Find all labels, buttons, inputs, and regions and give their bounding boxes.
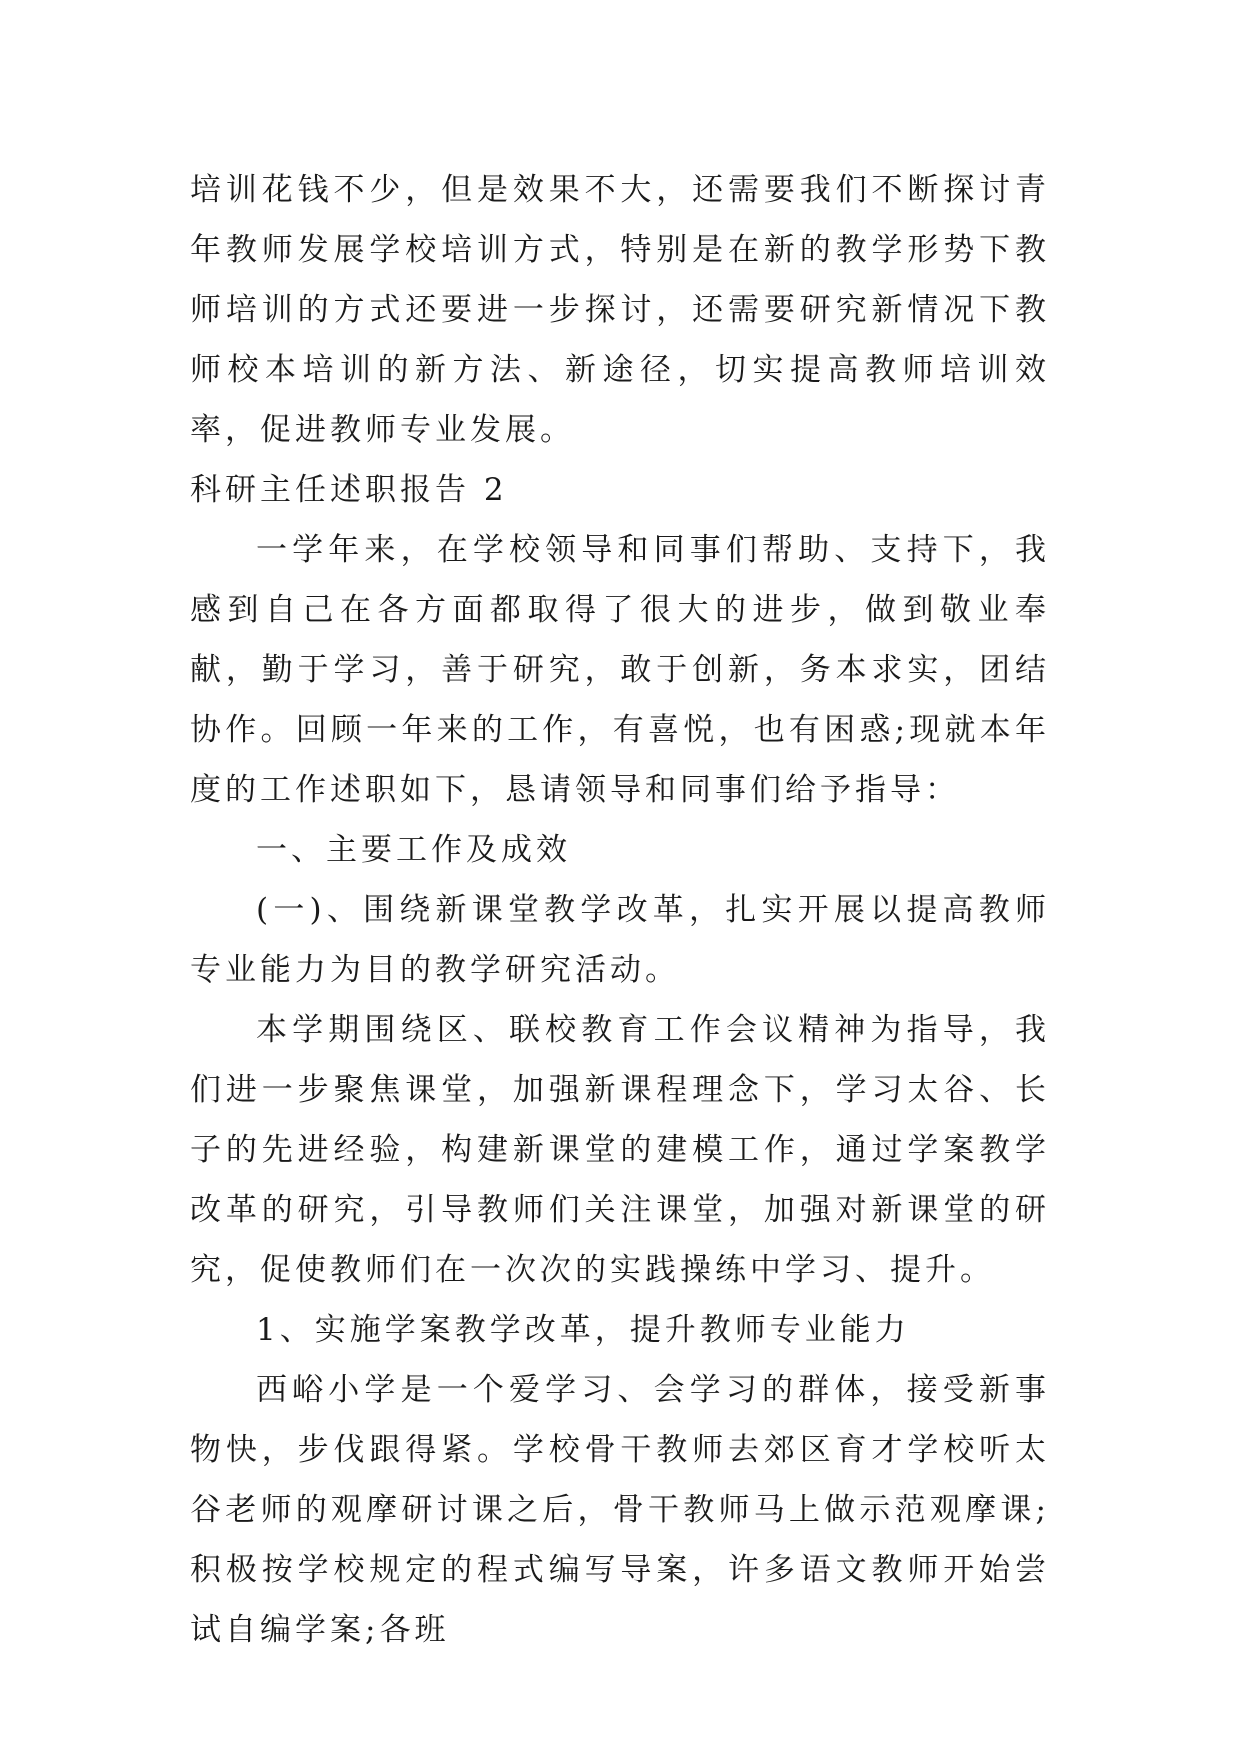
body-paragraph: 本学期围绕区、联校教育工作会议精神为指导，我们进一步聚焦课堂，加强新课程理念下，学习太谷、长子的先进经验，构建新课堂的建模工作，通过学案教学改革的研究，引导教师们关注课堂，加强对新课堂的研究，促使教师们在一次次的实践操练中学习、提升。 xyxy=(190,1012,1050,1288)
heading-main-work: 一、主要工作及成效 xyxy=(256,832,571,868)
section-title: 科研主任述职报告 2 xyxy=(190,472,508,508)
body-paragraph: 西峪小学是一个爱学习、会学习的群体，接受新事物快，步伐跟得紧。学校骨干教师去郊区育才学校听太谷老师的观摩研讨课之后，骨干教师马上做示范观摩课;积极按学校规定的程式编写导案，许多语文教师开始尝试自编学案;各班 xyxy=(190,1372,1050,1648)
numbered-item-heading: 1、实施学案教学改革，提升教师专业能力 xyxy=(256,1312,910,1348)
subheading-classroom-reform: (一)、围绕新课堂教学改革，扎实开展以提高教师专业能力为目的教学研究活动。 xyxy=(190,892,1050,988)
intro-paragraph: 一学年来，在学校领导和同事们帮助、支持下，我感到自己在各方面都取得了很大的进步，做到敬业奉献，勤于学习，善于研究，敢于创新，务本求实，团结协作。回顾一年来的工作，有喜悦，也有困惑;现就本年度的工作述职如下，恳请领导和同事们给予指导： xyxy=(190,532,1050,808)
continued-paragraph: 培训花钱不少，但是效果不大，还需要我们不断探讨青年教师发展学校培训方式，特别是在新的教学形势下教师培训的方式还要进一步探讨，还需要研究新情况下教师校本培训的新方法、新途径，切实提高教师培训效率，促进教师专业发展。 xyxy=(190,172,1050,448)
document-page xyxy=(190,160,1050,1660)
